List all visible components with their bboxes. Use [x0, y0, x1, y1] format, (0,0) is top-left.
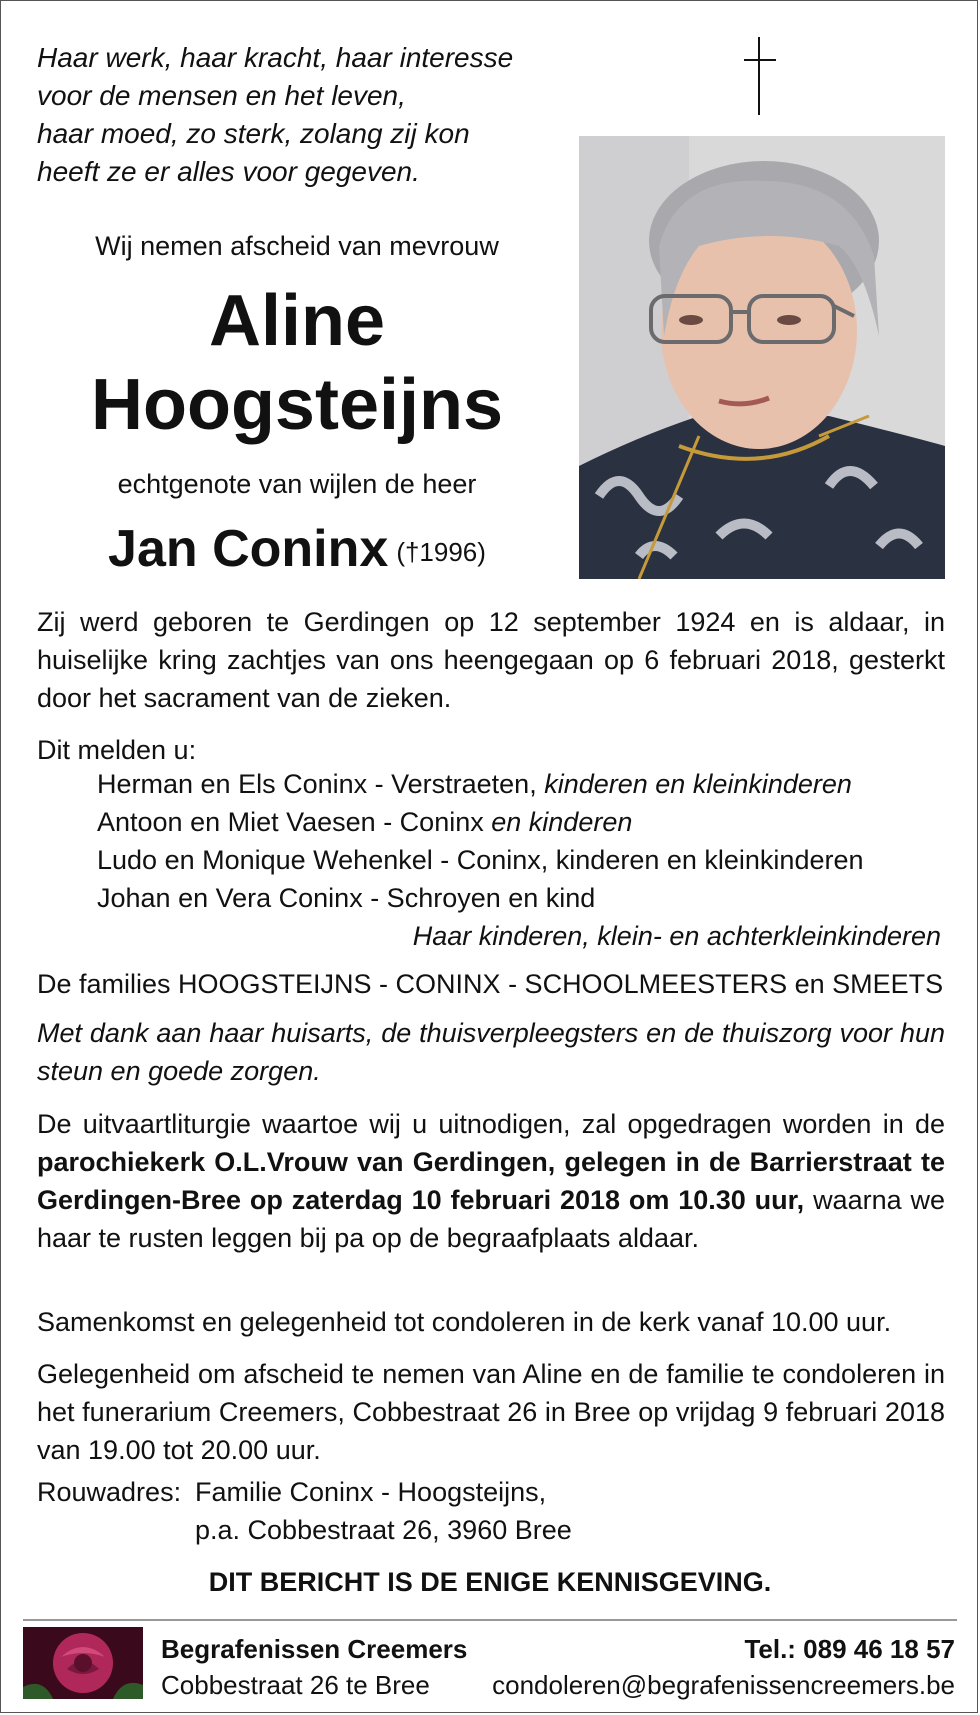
- divider: [23, 1619, 957, 1621]
- deceased-name: [37, 279, 557, 447]
- thanks-paragraph: Met dank aan haar huisarts, de thuisverpleegsters en de thuiszorg voor hun steun en goede zorgen.: [37, 1018, 945, 1086]
- address-label: Rouwadres:: [37, 1477, 182, 1507]
- last-name: Hoogsteijns: [90, 365, 504, 445]
- visitation-paragraph: Gelegenheid om afscheid te nemen van Aline en de familie te condoleren in het funerarium Creemers, Cobbestraat 26 in Bree op vrijdag 9 februari 2018 van 19.00 tot 20.00 uur.: [37, 1359, 945, 1465]
- spouse-line: [37, 519, 557, 579]
- mourning-address: [37, 1473, 572, 1549]
- announce-label: Dit melden u:: [37, 735, 197, 765]
- email-link[interactable]: condoleren@begrafenissencreemers.be: [492, 1670, 955, 1700]
- poem-line: heeft ze er alles voor gegeven.: [37, 156, 420, 187]
- company-address: Cobbestraat 26 te Bree: [161, 1670, 430, 1700]
- spouse-intro: echtgenote van wijlen de heer: [117, 469, 477, 499]
- family-tail: Haar kinderen, klein- en achterkleinkinderen: [412, 921, 941, 951]
- address-line: p.a. Cobbestraat 26, 3960 Bree: [195, 1515, 572, 1545]
- spouse-years: (†1996): [396, 536, 486, 567]
- poem-line: Haar werk, haar kracht, haar interesse: [37, 42, 514, 73]
- company-name: Begrafenissen Creemers: [161, 1634, 468, 1664]
- phone-number: Tel.: 089 46 18 57: [744, 1634, 955, 1664]
- poem: [37, 39, 513, 191]
- notice-line: DIT BERICHT IS DE ENIGE KENNISGEVING.: [208, 1567, 772, 1597]
- contact-info: [492, 1631, 955, 1703]
- funeral-home-info: [161, 1631, 467, 1703]
- spouse-name: Jan Coninx: [108, 520, 389, 578]
- meeting-paragraph: Samenkomst en gelegenheid tot condoleren in de kerk vanaf 10.00 uur.: [37, 1307, 892, 1337]
- cross-icon: [744, 37, 776, 115]
- first-name: Aline: [208, 281, 386, 361]
- address-line: Familie Coninx - Hoogsteijns,: [195, 1477, 547, 1507]
- birth-paragraph: Zij werd geboren te Gerdingen op 12 september 1924 en is aldaar, in huiselijke kring zachtjes van ons heengegaan op 6 februari 2018, gesterkt door het sacrament van de zieken.: [37, 607, 945, 713]
- family-line: Herman en Els Coninx - Verstraeten, kinderen en kleinkinderen: [97, 769, 852, 799]
- ceremony-paragraph: De uitvaartliturgie waartoe wij u uitnodigen, zal opgedragen worden in de parochiekerk O.L.Vrouw van Gerdingen, gelegen in de Barrierstraat te Gerdingen-Bree op zaterdag 10 februari 2018 om 10.30 uur, waarna we haar te rusten leggen bij pa op de begraafplaats aldaar.: [37, 1109, 945, 1253]
- poem-line: haar moed, zo sterk, zolang zij kon: [37, 118, 470, 149]
- portrait-photo: [579, 136, 945, 579]
- family-line: Johan en Vera Coninx - Schroyen en kind: [97, 883, 596, 913]
- family-line: Antoon en Miet Vaesen - Coninx en kinderen: [97, 807, 633, 837]
- intro-text: Wij nemen afscheid van mevrouw: [95, 231, 499, 261]
- families-line: De families HOOGSTEIJNS - CONINX - SCHOOLMEESTERS en SMEETS: [37, 969, 944, 999]
- family-line: Ludo en Monique Wehenkel - Coninx, kinderen en kleinkinderen: [97, 845, 864, 875]
- rose-icon: [23, 1627, 143, 1699]
- poem-line: voor de mensen en het leven,: [37, 80, 406, 111]
